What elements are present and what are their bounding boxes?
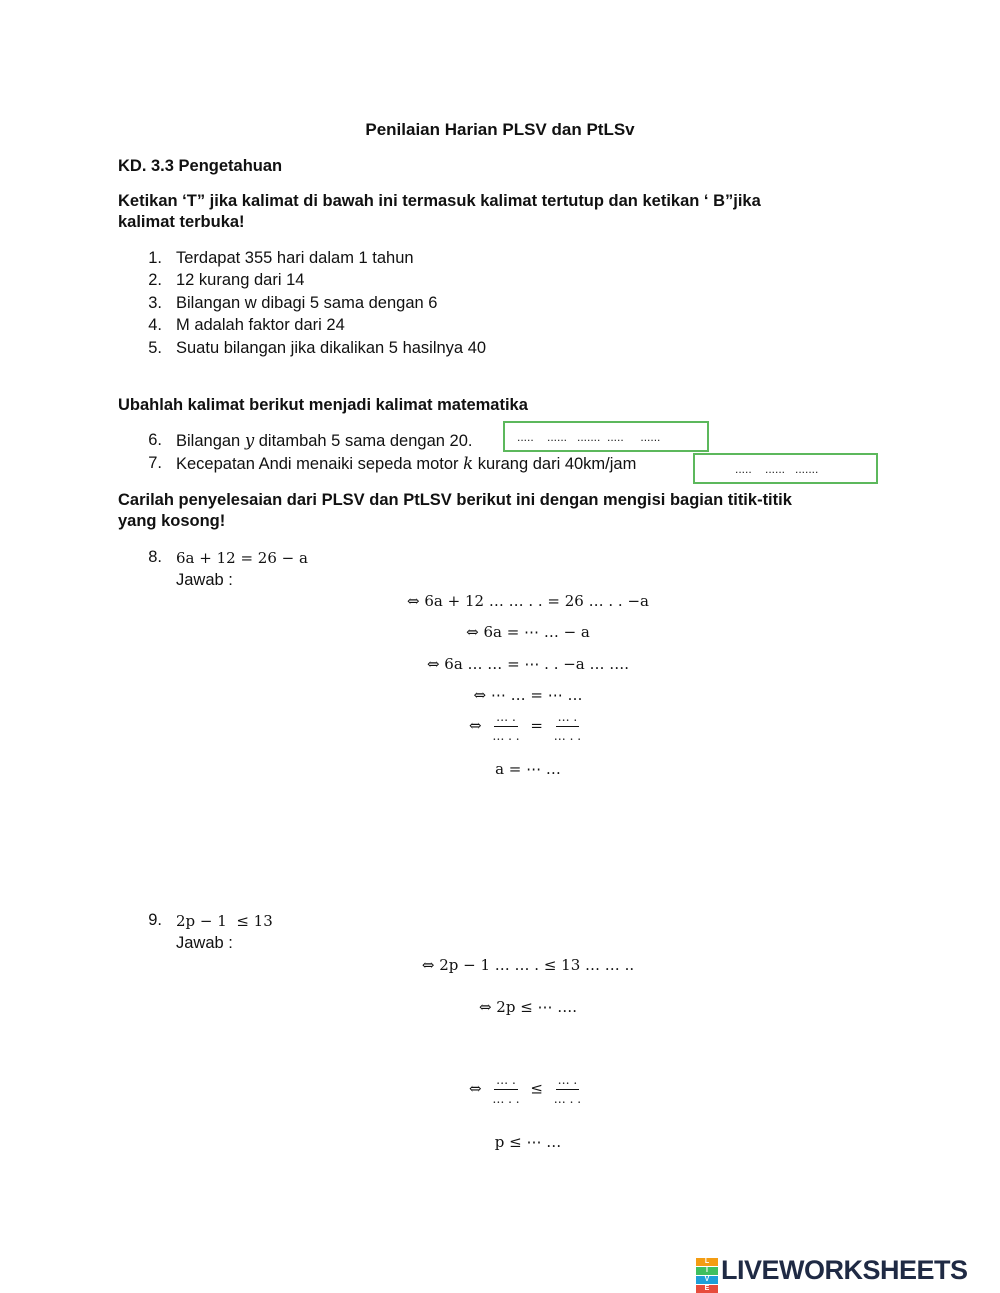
solution-step: ⇔ ⋯ … = ⋯ …: [473, 686, 583, 704]
denominator: … . .: [553, 729, 582, 743]
problem-equation: 2p − 1 ≤ 13: [176, 912, 273, 930]
item-number: 7.: [148, 454, 162, 472]
fraction-right: [552, 710, 583, 743]
section1-instruction: Ketikan ‘T” jika kalimat di bawah ini termasuk kalimat tertutup dan ketikan ‘ B”jika: [118, 192, 761, 210]
item-text: [176, 431, 472, 451]
item-text: Terdapat 355 hari dalam 1 tahun: [176, 249, 414, 267]
item-text: Suatu bilangan jika dikalikan 5 hasilnya 40: [176, 339, 487, 357]
item-number: 4.: [148, 316, 162, 334]
fraction-left: [490, 1073, 521, 1106]
item-number: 8.: [148, 548, 162, 566]
answer-label: Jawab :: [176, 934, 233, 952]
answer-placeholder: ..... ...... ....... ..... ......: [517, 429, 661, 444]
solution-step: ⇔ 6a … … = ⋯ . . −a … ….: [426, 655, 630, 673]
numerator: … .: [494, 710, 518, 727]
item-text: Bilangan w dibagi 5 sama dengan 6: [176, 294, 438, 312]
section3-instruction: Carilah penyelesaian dari PLSV dan PtLSV berikut ini dengan mengisi bagian titik-titik: [118, 491, 792, 509]
denominator: … . .: [553, 1092, 582, 1106]
text-part: Kecepatan Andi menaiki sepeda motor: [176, 455, 464, 473]
section2-instruction: Ubahlah kalimat berikut menjadi kalimat matematika: [118, 396, 528, 414]
relation-symbol: ≤: [530, 1079, 543, 1098]
answer-input-6[interactable]: [503, 421, 709, 452]
fraction-step: [0, 1073, 1000, 1106]
item-number: 5.: [148, 339, 162, 357]
item-text: M adalah faktor dari 24: [176, 316, 345, 334]
equivalence-symbol: ⇔: [468, 1079, 482, 1098]
solution-step: ⇔ 6a + 12 … … . . = 26 … . . −a: [407, 592, 649, 610]
logo-mark-letter: L: [696, 1258, 718, 1266]
final-answer: p ≤ ⋯ …: [494, 1133, 562, 1151]
math-variable: k: [463, 454, 474, 473]
liveworksheets-logo: [696, 1255, 968, 1292]
solution-step: ⇔ 6a = ⋯ … − a: [466, 623, 590, 641]
section3-instruction-cont: yang kosong!: [118, 512, 226, 530]
fraction-step: [0, 710, 1000, 743]
answer-label: Jawab :: [176, 571, 233, 589]
item-number: 2.: [148, 271, 162, 289]
fraction-left: [490, 710, 521, 743]
relation-symbol: =: [530, 716, 543, 735]
item-text: [176, 454, 636, 474]
denominator: … . .: [492, 729, 520, 743]
text-part: Bilangan: [176, 432, 245, 450]
equivalence-symbol: ⇔: [468, 716, 482, 735]
page-title: Penilaian Harian PLSV dan PtLSv: [365, 120, 635, 139]
logo-mark-letter: I: [696, 1267, 718, 1275]
final-answer: a = ⋯ …: [495, 760, 561, 778]
numerator: … .: [556, 1073, 580, 1090]
answer-input-7[interactable]: [693, 453, 878, 484]
section1-instruction-cont: kalimat terbuka!: [118, 213, 245, 231]
text-part: ditambah 5 sama dengan 20.: [254, 432, 473, 450]
item-number: 6.: [148, 431, 162, 449]
text-part: kurang dari 40km/jam: [473, 455, 637, 473]
fraction-right: [552, 1073, 583, 1106]
logo-mark-icon: [696, 1257, 718, 1292]
logo-text: LIVEWORKSHEETS: [721, 1255, 968, 1285]
solution-step: ⇔ 2p − 1 … … . ≤ 13 … … ..: [421, 956, 635, 974]
numerator: … .: [494, 1073, 518, 1090]
answer-placeholder: ..... ...... .......: [735, 461, 819, 476]
item-number: 3.: [148, 294, 162, 312]
math-variable: y: [244, 431, 255, 450]
item-number: 1.: [148, 249, 162, 267]
subtitle: KD. 3.3 Pengetahuan: [118, 157, 283, 175]
problem-equation: 6a + 12 = 26 − a: [176, 549, 308, 567]
denominator: … . .: [492, 1092, 520, 1106]
item-number: 9.: [148, 911, 162, 929]
numerator: … .: [556, 710, 580, 727]
solution-step: ⇔ 2p ≤ ⋯ ….: [478, 998, 578, 1016]
logo-mark-letter: V: [696, 1276, 718, 1284]
logo-mark-letter: E: [696, 1285, 718, 1293]
item-text: 12 kurang dari 14: [176, 271, 305, 289]
